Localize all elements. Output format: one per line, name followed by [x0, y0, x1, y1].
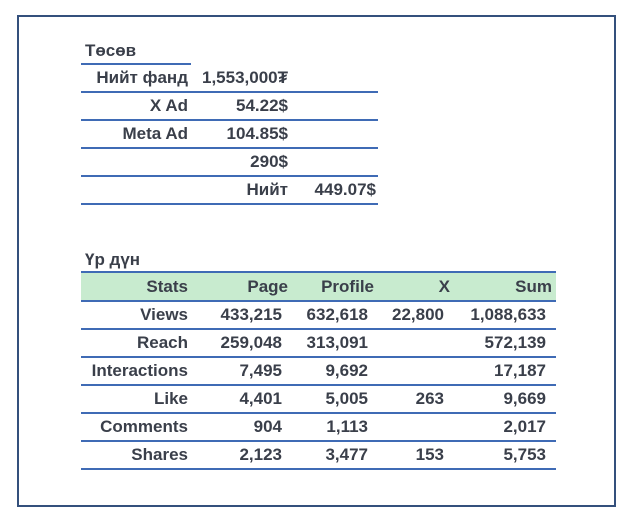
results-cell-profile: 313,091 [306, 333, 368, 352]
results-cell-profile: 5,005 [325, 389, 368, 408]
results-header-stats: Stats [146, 277, 188, 296]
results-cell-sum: 1,088,633 [470, 305, 546, 324]
budget-value-other: 290$ [250, 152, 288, 171]
results-cell-profile: 632,618 [306, 305, 368, 324]
results-header-profile: Profile [321, 277, 374, 296]
results-header-x: X [438, 277, 450, 296]
budget-value-x-ad: 54.22$ [236, 96, 288, 115]
budget-label-x-ad: X Ad [149, 96, 188, 115]
results-cell-x: 22,800 [392, 305, 444, 324]
budget-title: Төсөв [85, 41, 137, 60]
results-cell-page: 433,215 [220, 305, 282, 324]
results-cell-sum: 9,669 [503, 389, 546, 408]
results-cell-profile: 3,477 [325, 445, 368, 464]
results-title: Үр дүн [85, 250, 141, 269]
budget-value-meta-ad: 104.85$ [226, 124, 288, 143]
results-header-page: Page [247, 277, 288, 296]
results-row-label: Like [153, 389, 188, 408]
budget-value-fund: 1,553,000₮ [201, 68, 288, 87]
results-cell-page: 2,123 [239, 445, 282, 464]
budget-bottom-border [81, 203, 378, 205]
results-row-label: Reach [136, 333, 188, 352]
results-cell-profile: 9,692 [325, 361, 368, 380]
budget-label-fund: Нийт фанд [96, 68, 188, 87]
results-cell-sum: 5,753 [503, 445, 546, 464]
budget-label-meta-ad: Meta Ad [122, 124, 188, 143]
results-cell-page: 904 [253, 417, 282, 436]
results-cell-page: 4,401 [239, 389, 282, 408]
results-cell-x: 153 [415, 445, 444, 464]
budget-total-value: 449.07$ [314, 180, 376, 199]
results-bottom-border [81, 468, 556, 470]
results-row-label: Interactions [91, 361, 188, 380]
results-cell-sum: 17,187 [494, 361, 546, 380]
results-cell-sum: 572,139 [484, 333, 546, 352]
results-row-label: Comments [100, 417, 188, 436]
results-row-label: Shares [131, 445, 188, 464]
results-cell-page: 259,048 [220, 333, 282, 352]
results-row-label: Views [140, 305, 188, 324]
results-cell-sum: 2,017 [503, 417, 546, 436]
budget-total-label: Нийт [246, 180, 288, 199]
results-cell-profile: 1,113 [326, 417, 368, 436]
results-cell-x: 263 [415, 389, 444, 408]
results-cell-page: 7,495 [239, 361, 282, 380]
results-header-sum: Sum [515, 277, 552, 296]
